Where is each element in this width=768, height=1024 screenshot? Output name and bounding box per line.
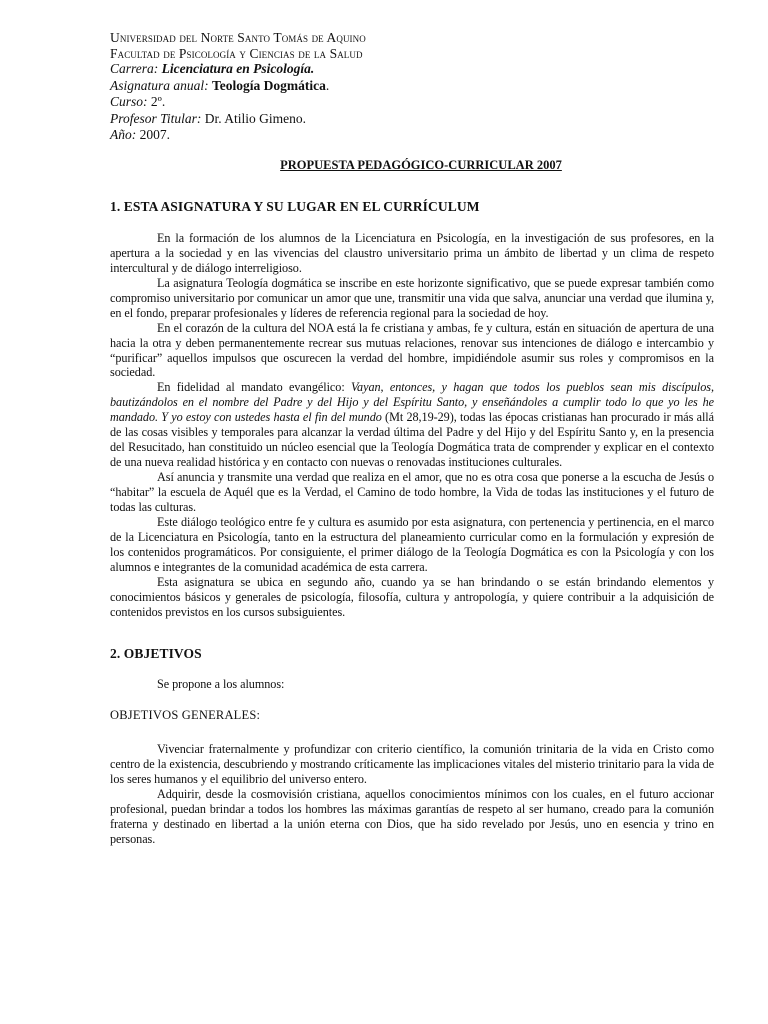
paragraph: Este diálogo teológico entre fe y cultura es asumido por esta asignatura, con pertenencia y pertinencia, en el marco de la Licenciatura en Psicología, tanto en la estructura del planeamiento curricular como en la formulación y expresión de los contenidos programáticos. Por consiguiente, el primer diálogo de la Teología Dogmática es con la Psicología y con los alumnos e integrantes de la comunidad académica de esta carrera. [110, 514, 714, 574]
general-objectives-heading: OBJETIVOS GENERALES: [110, 708, 261, 723]
document-title: PROPUESTA PEDAGÓGICO-CURRICULAR 2007 [280, 157, 562, 172]
objectives-intro: Se propone a los alumnos: [157, 677, 285, 692]
paragraph: Esta asignatura se ubica en segundo año, cuando ya se han brindando o se están brindando elementos y conocimientos básicos y generales de psicología, filosofía, cultura y antropología, y quiere contribuir a la adquisición de contenidos previstos en los cursos subsiguientes. [110, 574, 714, 619]
curso-line [110, 94, 714, 111]
paragraph-text: (Mt 28,19-29), todas las épocas cristianas han procurado ir más allá de las cosas visibles y temporales para alcanzar la verdad última del Padre y del Hijo y del Espíritu Santo y, en la presencia del Resucitado, han constituido un núcleo esencial que la Teología Dogmática trata de comprender y explicar en el contexto de una nueva realidad histórica y en contacto con nuevas o renovadas instituciones culturales. [110, 410, 714, 470]
profesor-value: Dr. Atilio Gimeno. [204, 110, 307, 126]
paragraph-with-quote [110, 380, 714, 470]
anio-line [110, 127, 714, 144]
university-name: Universidad del Norte Santo Tomás de Aquino [110, 30, 366, 45]
section-1-body [110, 231, 714, 620]
paragraph: La asignatura Teología dogmática se inscribe en este horizonte significativo, que se puede expresar también como compromiso universitario por comunicar un amor que une, transmitir una vida que salva, anunciar una verdad que ilumina y, en el fondo, preparar profesionales y líderes de referencia regional para la sociedad de hoy. [110, 275, 714, 320]
paragraph-text: En fidelidad al mandato evangélico: [157, 380, 352, 395]
anio-label: Año: [110, 127, 137, 143]
objective-item: Vivenciar fraternalmente y profundizar con criterio científico, la comunión trinitaria de la vida en Cristo como centro de la existencia, descubriendo y mostrando críticamente las implicaciones vitales del misterio trinitario para la vida de los seres humanos y el equilibrio del universo entero. [110, 741, 714, 786]
profesor-line [110, 111, 714, 128]
profesor-label: Profesor Titular: [110, 110, 202, 126]
gospel-quote: Vayan, entonces, y hagan que todos los pueblos sean mis discípulos, bautizándolos en el nombre del Padre y del Hijo y del Espíritu Santo, y enseñándoles a cumplir todo lo que yo les he mandado. Y yo estoy con ustedes hasta el fin del mundo [110, 380, 714, 425]
paragraph: Así anuncia y transmite una verdad que realiza en el amor, que no es otra cosa que ponerse a la escucha de Jesús o “habitar” la escuela de Aquél que es la Verdad, el Camino de todo hombre, la Vida de todas las instituciones y el futuro de todas las culturas. [110, 470, 714, 515]
asignatura-line [110, 78, 714, 95]
section-2-heading: 2. OBJETIVOS [110, 645, 202, 661]
asignatura-label: Asignatura anual: [110, 77, 209, 93]
section-1-heading: 1. ESTA ASIGNATURA Y SU LUGAR EN EL CURRÍCULUM [110, 199, 480, 215]
anio-value: 2007. [139, 127, 170, 143]
document-page [110, 30, 714, 846]
document-header [110, 30, 714, 144]
curso-label: Curso: [110, 94, 148, 110]
objective-item: Adquirir, desde la cosmovisión cristiana, aquellos conocimientos mínimos con los cuales, en el futuro accionar profesional, puedan brindar a todos los hombres las máximas garantías de respeto al ser humano, creado para la comunión fraterna y destinado en libertad a la unión eterna con Dios, que ha sido revelado por Jesús, uno en esencia y trino en personas. [110, 786, 714, 846]
carrera-value: Licenciatura en Psicología. [161, 61, 315, 77]
curso-value: 2º. [150, 94, 166, 110]
asignatura-value: Teología Dogmática [212, 77, 326, 93]
paragraph: En el corazón de la cultura del NOA está la fe cristiana y ambas, fe y cultura, están en situación de apertura de una hacia la otra y deben permanentemente recrear sus mutuas relaciones, renovar sus intenciones de diálogo e intercambio y “purificar” aquellos impulsos que oscurecen la verdad del hombre, impidiéndole asumir sus roles y compromisos en la sociedad. [110, 320, 714, 380]
carrera-label: Carrera: [110, 61, 159, 77]
general-objectives [110, 742, 714, 847]
paragraph: En la formación de los alumnos de la Licenciatura en Psicología, en la investigación de sus profesores, en la apertura a la sociedad y en las vivencias del claustro universitario prima un ámbito de libertad y un clima de respeto intercultural y de diálogo interreligioso. [110, 230, 714, 275]
carrera-line [110, 61, 714, 78]
faculty-name: Facultad de Psicología y Ciencias de la Salud [110, 45, 363, 61]
asignatura-end: . [325, 77, 330, 93]
